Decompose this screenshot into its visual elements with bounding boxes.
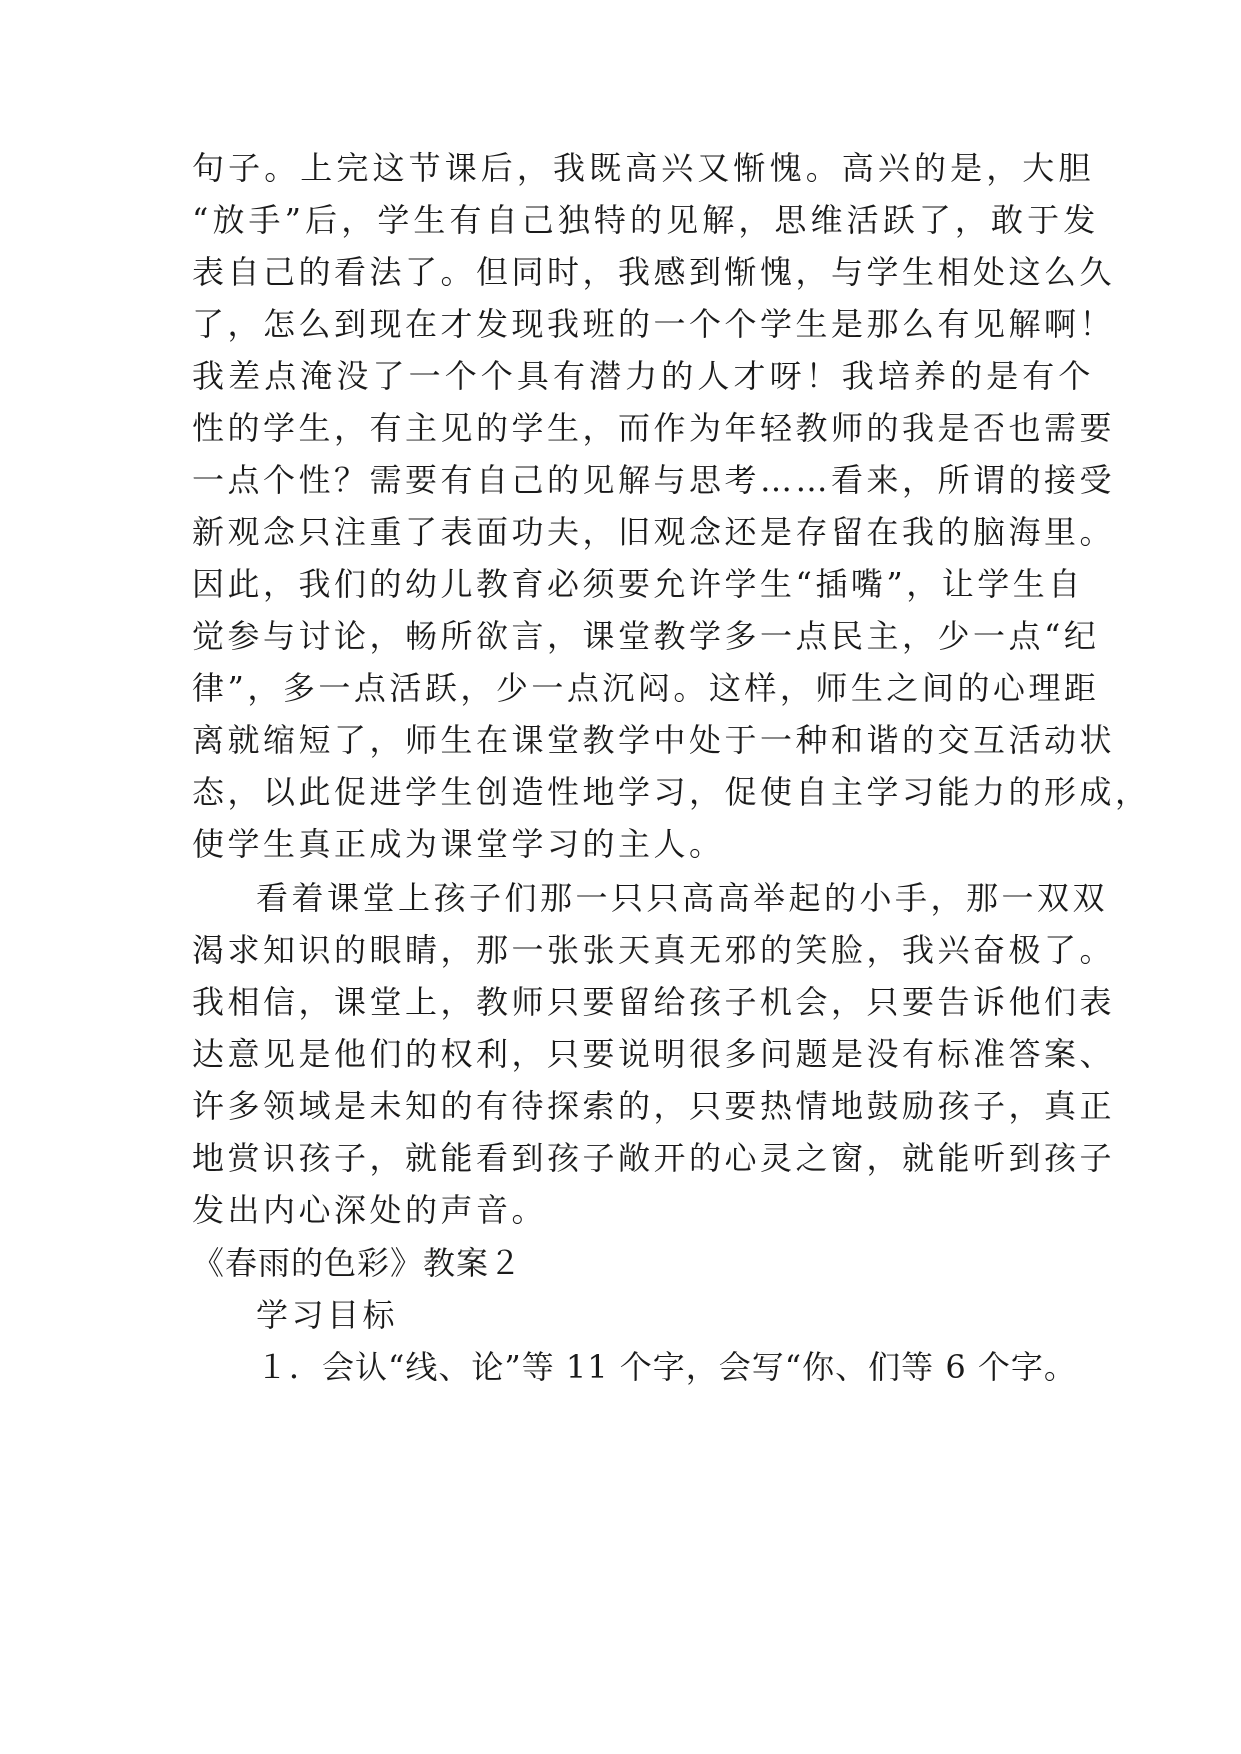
section-title: 《春雨的色彩》教案２ xyxy=(192,1244,523,1282)
subheading: 学习目标 xyxy=(256,1296,399,1334)
body-text-line: 许多领域是未知的有待探索的，只要热情地鼓励孩子，真正 xyxy=(192,1087,1116,1125)
body-text-line: 因此，我们的幼儿教育必须要允许学生“插嘴”，让学生自 xyxy=(192,565,1084,603)
body-text-line: 一点个性？需要有自己的见解与思考……看来，所谓的接受 xyxy=(192,461,1116,499)
body-text-line: 地赏识孩子，就能看到孩子敞开的心灵之窗，就能听到孩子 xyxy=(192,1139,1116,1177)
body-text-line: 态，以此促进学生创造性地学习，促使自主学习能力的形成， xyxy=(192,773,1151,811)
body-text-line: 达意见是他们的权利，只要说明很多问题是没有标准答案、 xyxy=(192,1035,1116,1073)
body-text-line: 离就缩短了，师生在课堂教学中处于一种和谐的交互活动状 xyxy=(192,721,1116,759)
body-text-line: 表自己的看法了。但同时，我感到惭愧，与学生相处这么久 xyxy=(192,253,1116,291)
body-text-line: 觉参与讨论，畅所欲言，课堂教学多一点民主，少一点“纪 xyxy=(192,617,1100,655)
list-item: １．会认“线、论”等 11 个字，会写“你、们等 6 个字。 xyxy=(256,1348,1077,1386)
body-text-line: 新观念只注重了表面功夫，旧观念还是存留在我的脑海里。 xyxy=(192,513,1116,551)
body-text-line: 我相信，课堂上，教师只要留给孩子机会，只要告诉他们表 xyxy=(192,983,1116,1021)
body-text-line: 使学生真正成为课堂学习的主人。 xyxy=(192,825,725,863)
body-text-line: “放手”后，学生有自己独特的见解，思维活跃了，敢于发 xyxy=(192,201,1100,239)
body-text-line: 句子。上完这节课后，我既高兴又惭愧。高兴的是，大胆 xyxy=(192,149,1095,187)
body-text-line: 渴求知识的眼睛，那一张张天真无邪的笑脸，我兴奋极了。 xyxy=(192,931,1116,969)
body-text-line: 看着课堂上孩子们那一只只高高举起的小手，那一双双 xyxy=(256,879,1109,917)
body-text-line: 了，怎么到现在才发现我班的一个个学生是那么有见解啊！ xyxy=(192,305,1116,343)
body-text-line: 我差点淹没了一个个具有潜力的人才呀！我培养的是有个 xyxy=(192,357,1095,395)
body-text-line: 律”，多一点活跃，少一点沉闷。这样，师生之间的心理距 xyxy=(192,669,1100,707)
body-text-line: 发出内心深处的声音。 xyxy=(192,1191,548,1229)
body-text-line: 性的学生，有主见的学生，而作为年轻教师的我是否也需要 xyxy=(192,409,1116,447)
